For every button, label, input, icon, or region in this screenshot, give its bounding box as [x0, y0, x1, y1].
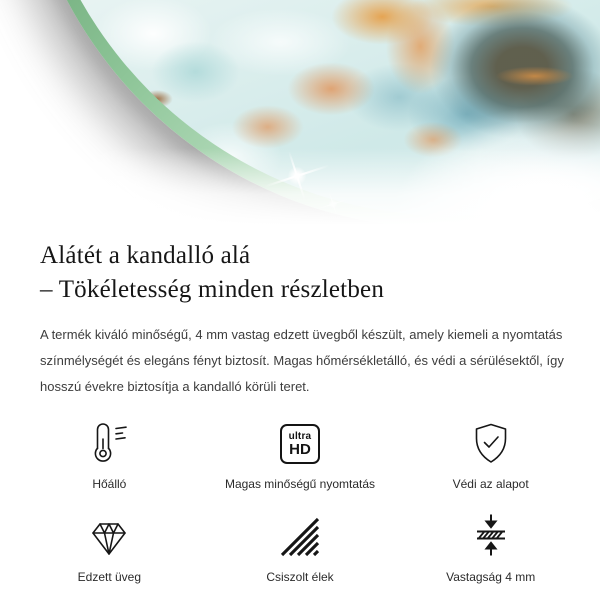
feature-label: Csiszolt élek [266, 570, 334, 584]
feature-label: Vastagság 4 mm [446, 570, 536, 584]
thermometer-icon [86, 422, 132, 464]
feature-heat-resistant [86, 422, 132, 491]
feature-protects-base [453, 422, 529, 491]
title-line-1: Alátét a kandalló alá [40, 242, 251, 269]
feature-tempered-glass [78, 515, 141, 584]
thickness-icon [473, 515, 509, 557]
feature-polished-edges [266, 515, 333, 584]
feature-label: Hőálló [92, 477, 127, 491]
feature-label: Védi az alapot [452, 477, 529, 491]
feature-grid [14, 422, 586, 584]
polished-edge-icon [280, 515, 320, 557]
product-image [0, 0, 600, 232]
product-description: A termék kiváló minőségű, 4 mm vastag edzett üvegből készült, amely kiemeli a nyomtatás színmélységét és elegáns fényt biztosít. Magas hőmérsékletálló, és védi a sérülésektől, így hosszú évekre biztosítja a kandalló körüli teret. [40, 327, 564, 394]
feature-label: Edzett üveg [77, 570, 142, 584]
ultra-hd-icon-text-hd: HD [289, 440, 311, 458]
feature-thickness-4mm [446, 515, 535, 584]
feature-ultra-hd-print [225, 422, 375, 491]
title-line-2: – Tökéletesség minden részletben [40, 276, 385, 303]
glass-disc-artwork [26, 0, 600, 216]
feature-label: Magas minőségű nyomtatás [224, 477, 376, 491]
ultra-hd-icon [280, 422, 320, 464]
ultra-hd-icon-text-ultra: ultra [288, 430, 312, 442]
page-title [40, 239, 560, 307]
diamond-icon [90, 515, 128, 557]
shield-check-icon [471, 422, 511, 464]
